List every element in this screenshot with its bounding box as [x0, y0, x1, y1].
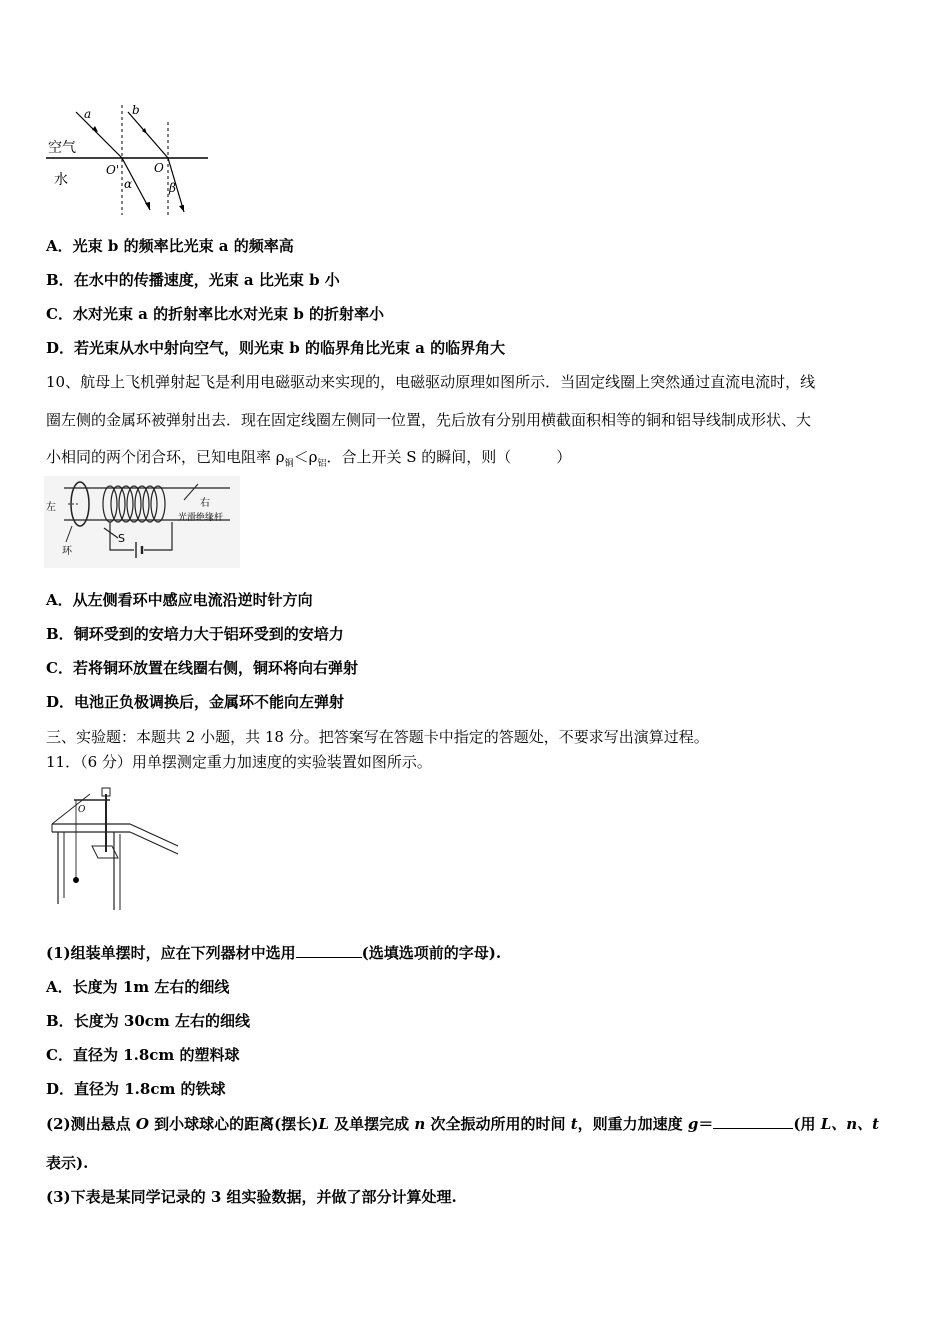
fig-label-left: 左: [46, 502, 56, 513]
label-alpha: α: [124, 177, 133, 191]
var-list: L、n、t: [820, 1115, 880, 1133]
option-letter: A．: [46, 978, 73, 996]
part2-text: 及单摆完成: [328, 1115, 415, 1133]
var-g: g: [687, 1115, 699, 1133]
subscript-aluminum: 铝: [317, 459, 327, 469]
pendulum-figure: [50, 786, 182, 912]
option-letter: C．: [46, 659, 73, 677]
fig-label-right: 右: [200, 498, 210, 509]
q10-option-b: [46, 624, 344, 644]
answer-blank-2[interactable]: [713, 1114, 793, 1129]
coil-figure: [44, 476, 240, 568]
label-air: 空气: [48, 140, 76, 156]
q11-part2-end: 表示).: [46, 1154, 89, 1172]
q10-line-1: 10、航母上飞机弹射起飞是利用电磁驱动来实现的，电磁驱动原理如图所示．当固定线圈上突然通过直流电流时，线: [46, 373, 816, 391]
option-letter: B．: [46, 625, 74, 643]
option-letter: D．: [46, 693, 75, 711]
option-letter: C．: [46, 305, 73, 323]
part2-text: (2)测出悬点: [46, 1115, 136, 1133]
option-text: 长度为 30cm 左右的细线: [73, 1012, 251, 1030]
q11-option-d: [46, 1079, 226, 1099]
var-o: O: [135, 1115, 149, 1133]
option-text: 从左侧看环中感应电流沿逆时针方向: [72, 591, 313, 609]
part1-text: (选填选项前的字母).: [361, 944, 502, 962]
part2-text: 到小球球心的距离(摆长): [148, 1115, 319, 1133]
option-text: 直径为 1.8cm 的塑料球: [72, 1046, 240, 1064]
option-text: 长度为 1m 左右的细线: [72, 978, 230, 996]
q11-part2: [46, 1114, 879, 1134]
q10-line-2: 圈左侧的金属环被弹射出去．现在固定线圈左侧同一位置，先后放有分别用横截面积相等的铜和铝导线制成形状、大: [46, 411, 812, 429]
option-text: 若将铜环放置在线圈右侧，铜环将向右弹射: [72, 659, 358, 677]
option-letter: A．: [46, 591, 73, 609]
refraction-figure: [46, 100, 216, 220]
option-letter: A．: [46, 237, 73, 255]
q9-option-c: [46, 304, 384, 324]
part2-text: 次全振动所用的时间: [425, 1115, 571, 1133]
part2-text: (用: [793, 1115, 821, 1133]
q9-option-b: [46, 270, 340, 290]
stem-text: ＜ρ: [293, 448, 318, 466]
fig-label-ring: 环: [62, 546, 72, 557]
label-beta: β: [169, 181, 176, 195]
q10-line-3: [46, 447, 571, 474]
subscript-copper: 铜: [284, 459, 294, 469]
option-letter: C．: [46, 1046, 73, 1064]
option-text: 电池正负极调换后，金属环不能向左弹射: [74, 693, 345, 711]
fig-label-rod: 光滑绝缘杆: [178, 513, 224, 523]
option-text: 直径为 1.8cm 的铁球: [74, 1080, 226, 1098]
q9-option-d: [46, 338, 505, 358]
label-o-prime: O': [106, 163, 120, 177]
var-n: n: [414, 1115, 426, 1133]
stem-text: ．合上开关 S 的瞬间，则（ ）: [326, 448, 572, 466]
part2-text: ＝: [698, 1115, 714, 1133]
q11-part1: [46, 943, 501, 963]
option-letter: B．: [46, 1012, 74, 1030]
q11-option-a: [46, 977, 229, 997]
q11-stem: 11．（6 分）用单摆测定重力加速度的实验装置如图所示。: [46, 753, 432, 771]
option-text: 水对光束 a 的折射率比水对光束 b 的折射率小: [72, 305, 385, 323]
fig-label-switch: S: [118, 532, 125, 545]
var-t: t: [570, 1115, 578, 1133]
answer-blank-1[interactable]: [296, 943, 362, 958]
q11-part3: (3)下表是某同学记录的 3 组实验数据，并做了部分计算处理.: [46, 1188, 457, 1206]
option-text: 铜环受到的安培力大于铝环受到的安培力: [73, 625, 344, 643]
stem-text: 小相同的两个闭合环，已知电阻率 ρ: [46, 448, 285, 466]
option-letter: B．: [46, 271, 74, 289]
pendulum-label-o: O: [78, 805, 86, 815]
option-text: 若光束从水中射向空气，则光束 b 的临界角比光束 a 的临界角大: [74, 339, 506, 357]
label-o: O: [154, 161, 164, 175]
part2-text: ，则重力加速度: [577, 1115, 688, 1133]
q11-option-c: [46, 1045, 240, 1065]
section-heading: 三、实验题：本题共 2 小题，共 18 分。把答案写在答题卡中指定的答题处，不要求写出演算过程。: [46, 728, 709, 746]
option-letter: D．: [46, 339, 75, 357]
q10-option-c: [46, 658, 358, 678]
label-water: 水: [54, 172, 68, 188]
label-a: a: [84, 107, 92, 121]
option-letter: D．: [46, 1080, 75, 1098]
option-text: 在水中的传播速度，光束 a 比光束 b 小: [73, 271, 340, 289]
part1-text: (1)组装单摆时，应在下列器材中选用: [46, 944, 296, 962]
q10-option-d: [46, 692, 344, 712]
option-text: 光束 b 的频率比光束 a 的频率高: [72, 237, 294, 255]
label-b: b: [132, 103, 140, 117]
q10-option-a: [46, 590, 313, 610]
q9-option-a: [46, 236, 294, 256]
var-l: L: [318, 1115, 329, 1133]
q11-option-b: [46, 1011, 250, 1031]
